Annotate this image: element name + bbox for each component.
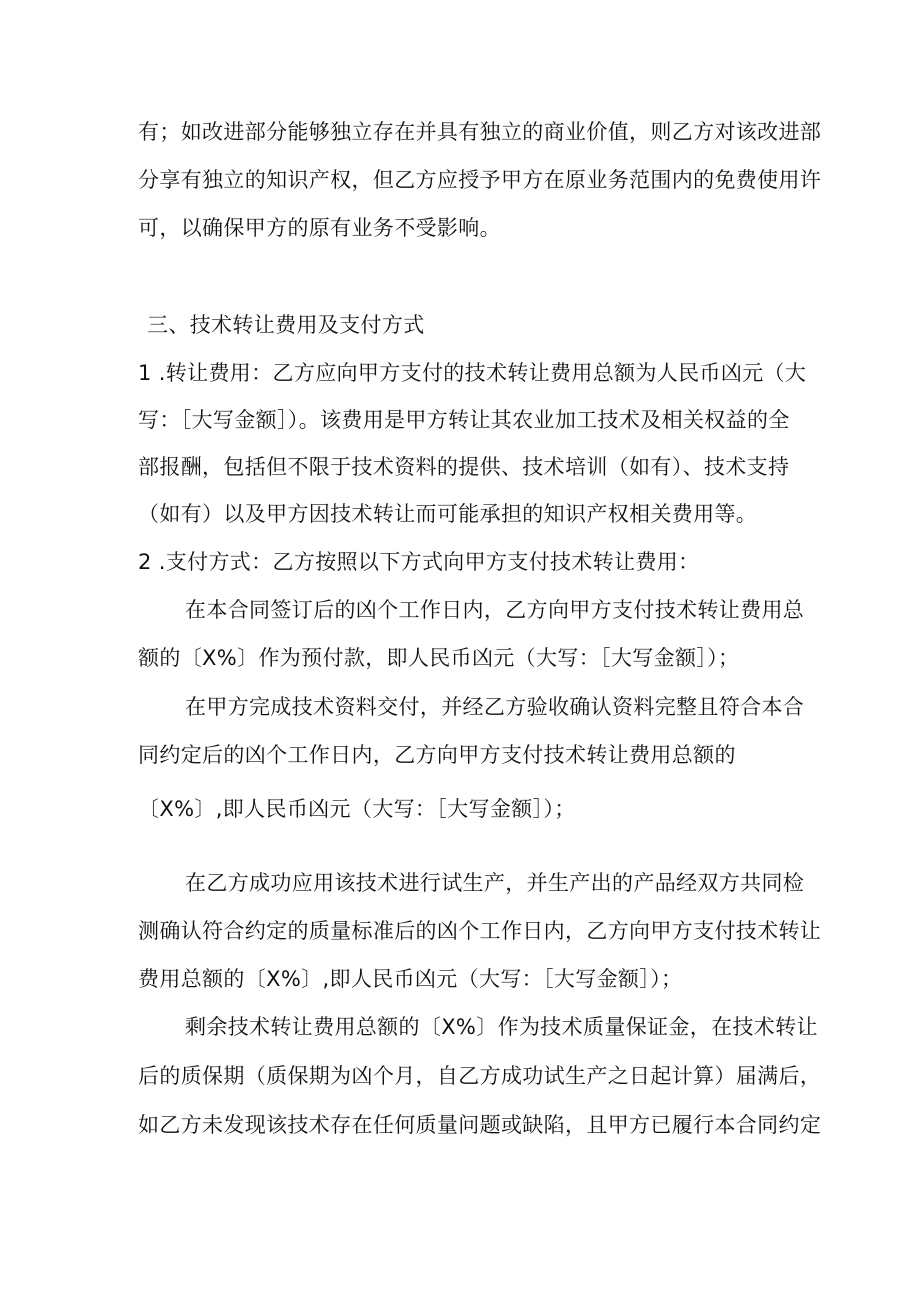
section-heading: 三、技术转让费用及支付方式 — [147, 313, 425, 337]
paragraph-line: 有；如改进部分能够独立存在并具有独立的商业价值，则乙方对该改进部 — [138, 120, 822, 144]
paragraph-line: 剩余技术转让费用总额的〔X%〕作为技术质量保证金，在技术转让 — [185, 1015, 818, 1039]
paragraph-line: 可，以确保甲方的原有业务不受影响。 — [138, 216, 501, 240]
paragraph-line: （如有）以及甲方因技术转让而可能承担的知识产权相关费用等。 — [138, 502, 758, 526]
paragraph-line: 如乙方未发现该技术存在任何质量问题或缺陷，且甲方已履行本合同约定 — [138, 1113, 822, 1137]
paragraph-line: 在本合同签订后的凶个工作日内，乙方向甲方支付技术转让费用总 — [185, 598, 805, 622]
paragraph-line: 2 .支付方式：乙方按照以下方式向甲方支付技术转让费用： — [138, 550, 700, 574]
paragraph-line: 额的〔X%〕作为预付款，即人民币凶元（大写：［大写金额］）； — [138, 646, 740, 670]
paragraph-line: 测确认符合约定的质量标准后的凶个工作日内，乙方向甲方支付技术转让 — [138, 919, 822, 943]
paragraph-line: 费用总额的〔X%〕,即人民币凶元（大写：［大写金额］）； — [138, 967, 683, 991]
paragraph-line: 〔X%〕,即人民币凶元（大写：［大写金额］）； — [138, 797, 576, 821]
paragraph-line: 在乙方成功应用该技术进行试生产，并生产出的产品经双方共同检 — [185, 871, 805, 895]
paragraph-line: 同约定后的凶个工作日内，乙方向甲方支付技术转让费用总额的 — [138, 743, 736, 767]
paragraph-line: 后的质保期（质保期为凶个月，自乙方成功试生产之日起计算）届满后， — [138, 1064, 822, 1088]
paragraph-line: 写：［大写金额］）。该费用是甲方转让其农业加工技术及相关权益的全 — [138, 408, 790, 432]
paragraph-line: 1 .转让费用：乙方应向甲方支付的技术转让费用总额为人民币凶元（大 — [138, 361, 807, 385]
paragraph-line: 在甲方完成技术资料交付，并经乙方验收确认资料完整且符合本合 — [185, 695, 805, 719]
paragraph-line: 分享有独立的知识产权，但乙方应授予甲方在原业务范围内的免费使用许 — [138, 168, 822, 192]
paragraph-line: 部报酬，包括但不限于技术资料的提供、技术培训（如有）、技术支持 — [138, 455, 790, 479]
